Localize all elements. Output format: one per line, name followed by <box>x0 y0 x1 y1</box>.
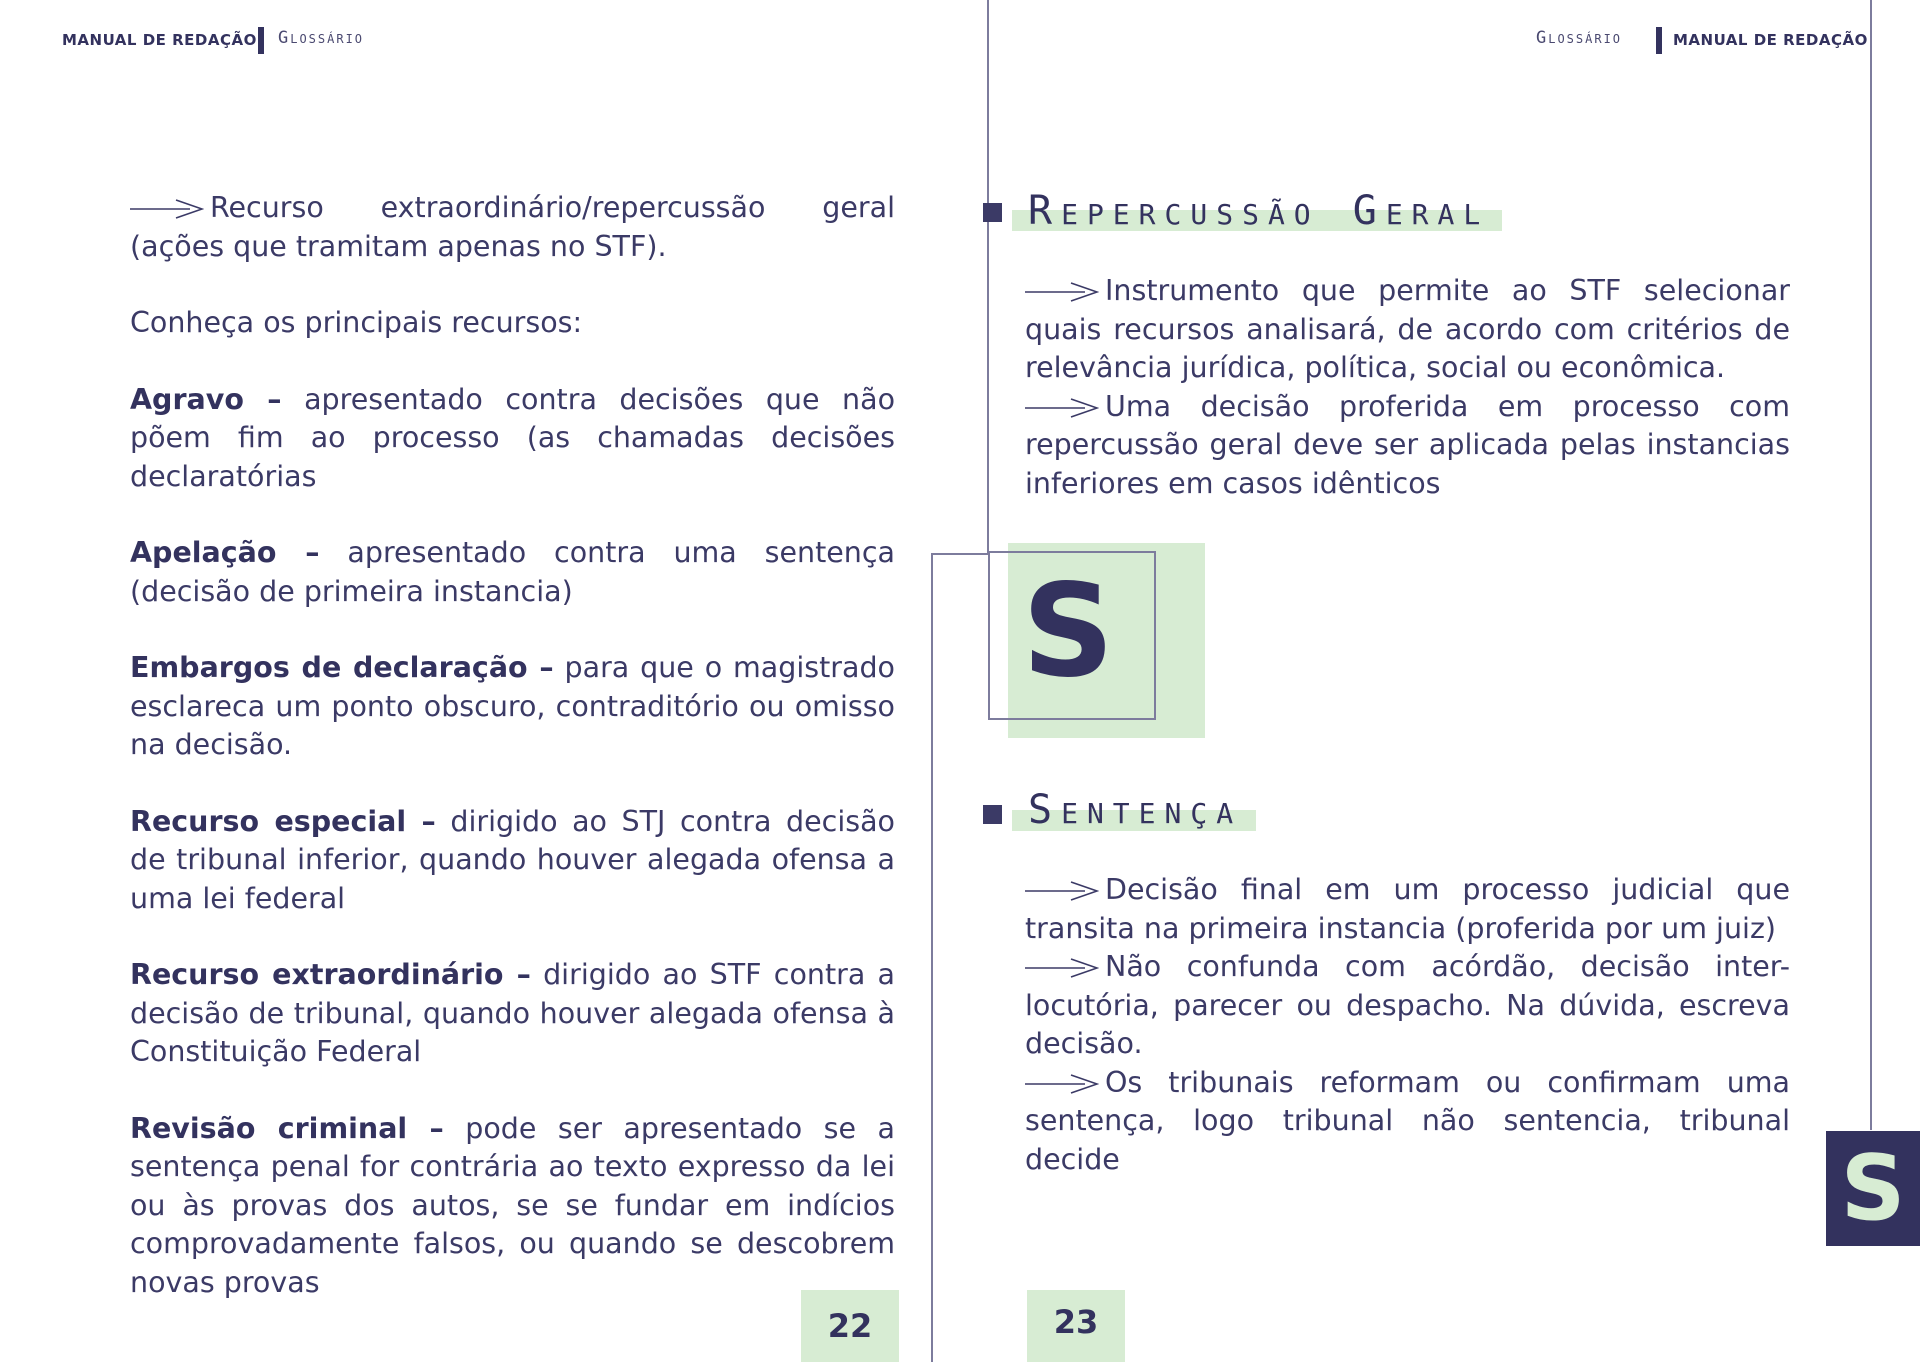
definition-item: Recurso extraordinário – dirigido ao STF contra a decisão de tribunal, quando houver alegada ofensa à Constituição Federal <box>130 958 895 1068</box>
lower-spine-rule <box>931 553 933 1362</box>
connector-rule <box>931 553 989 555</box>
repercussao-body <box>1025 272 1790 503</box>
arrow-icon <box>1025 880 1099 902</box>
lead-paragraph: Conheça os principais recursos: <box>130 306 583 339</box>
section-title-sentenca: Sentença <box>1028 787 1243 833</box>
arrow-icon <box>1025 281 1099 303</box>
header-section-left: Glossário <box>278 28 365 48</box>
repercussao-paragraph: Instrumento que permite ao STF selecionar quais recursos analisará, de acordo com critérios de relevância jurídica, política, social ou econômica. <box>1025 274 1790 384</box>
section-bullet <box>983 805 1002 824</box>
repercussao-paragraph: Uma decisão proferida em processo com repercussão geral deve ser aplicada pelas instancias inferiores em casos idênticos <box>1025 389 1790 500</box>
right-margin-rule <box>1870 0 1872 1130</box>
section-title-repercussao: Repercussão Geral <box>1028 188 1490 234</box>
arrow-icon <box>130 198 204 220</box>
sentenca-paragraph: Os tribunais reformam ou confirmam uma sentença, logo tribunal não sentencia, tribunal decide <box>1025 1065 1790 1176</box>
left-page-body <box>130 189 895 1302</box>
definition-item: Revisão criminal – pode ser apresentado se a sentença penal for contrária ao texto expresso da lei ou às provas dos autos, se se fundar em indícios comprovadamente falsos, ou quando se descobrem novas provas <box>130 1111 895 1299</box>
spine-rule <box>987 0 989 555</box>
header-divider-right <box>1656 27 1662 54</box>
header-section-right: Glossário <box>1536 28 1623 48</box>
alphabet-tab[interactable] <box>1826 1131 1920 1246</box>
arrow-icon <box>1025 1073 1099 1095</box>
header-divider-left <box>258 27 264 54</box>
sentenca-paragraph: Não confunda com acórdão, decisão inter-locutória, parecer ou despacho. Na dúvida, escreva decisão. <box>1025 950 1790 1060</box>
definition-item: Recurso especial – dirigido ao STJ contra decisão de tribunal inferior, quando houver alegada ofensa a uma lei federal <box>130 804 895 915</box>
section-bullet <box>983 203 1002 222</box>
arrow-icon <box>1025 397 1099 419</box>
tab-letter: S <box>1840 1136 1906 1241</box>
definition-item: Agravo – apresentado contra decisões que não põem fim ao processo (as chamadas decisões declaratórias <box>130 382 895 493</box>
header-brand-right: MANUAL DE REDAÇÃO <box>1673 31 1868 49</box>
sentenca-paragraph: Decisão final em um processo judicial que transita na primeira instancia (proferida por um juiz) <box>1025 873 1790 945</box>
header-brand-left: MANUAL DE REDAÇÃO <box>62 31 257 49</box>
page-number-left: 22 <box>801 1290 899 1362</box>
page-number-right: 23 <box>1027 1290 1125 1362</box>
definition-item: Apelação – apresentado contra uma sentença (decisão de primeira instancia) <box>130 536 895 608</box>
definition-item: Embargos de declaração – para que o magistrado esclareca um ponto obscuro, contraditório ou omisso na decisão. <box>130 651 895 761</box>
arrow-icon <box>1025 957 1099 979</box>
sentenca-body <box>1025 871 1790 1179</box>
section-letter: S <box>1022 557 1115 706</box>
intro-paragraph: Recurso extraordinário/repercussão geral (ações que tramitam apenas no STF). <box>130 191 895 263</box>
